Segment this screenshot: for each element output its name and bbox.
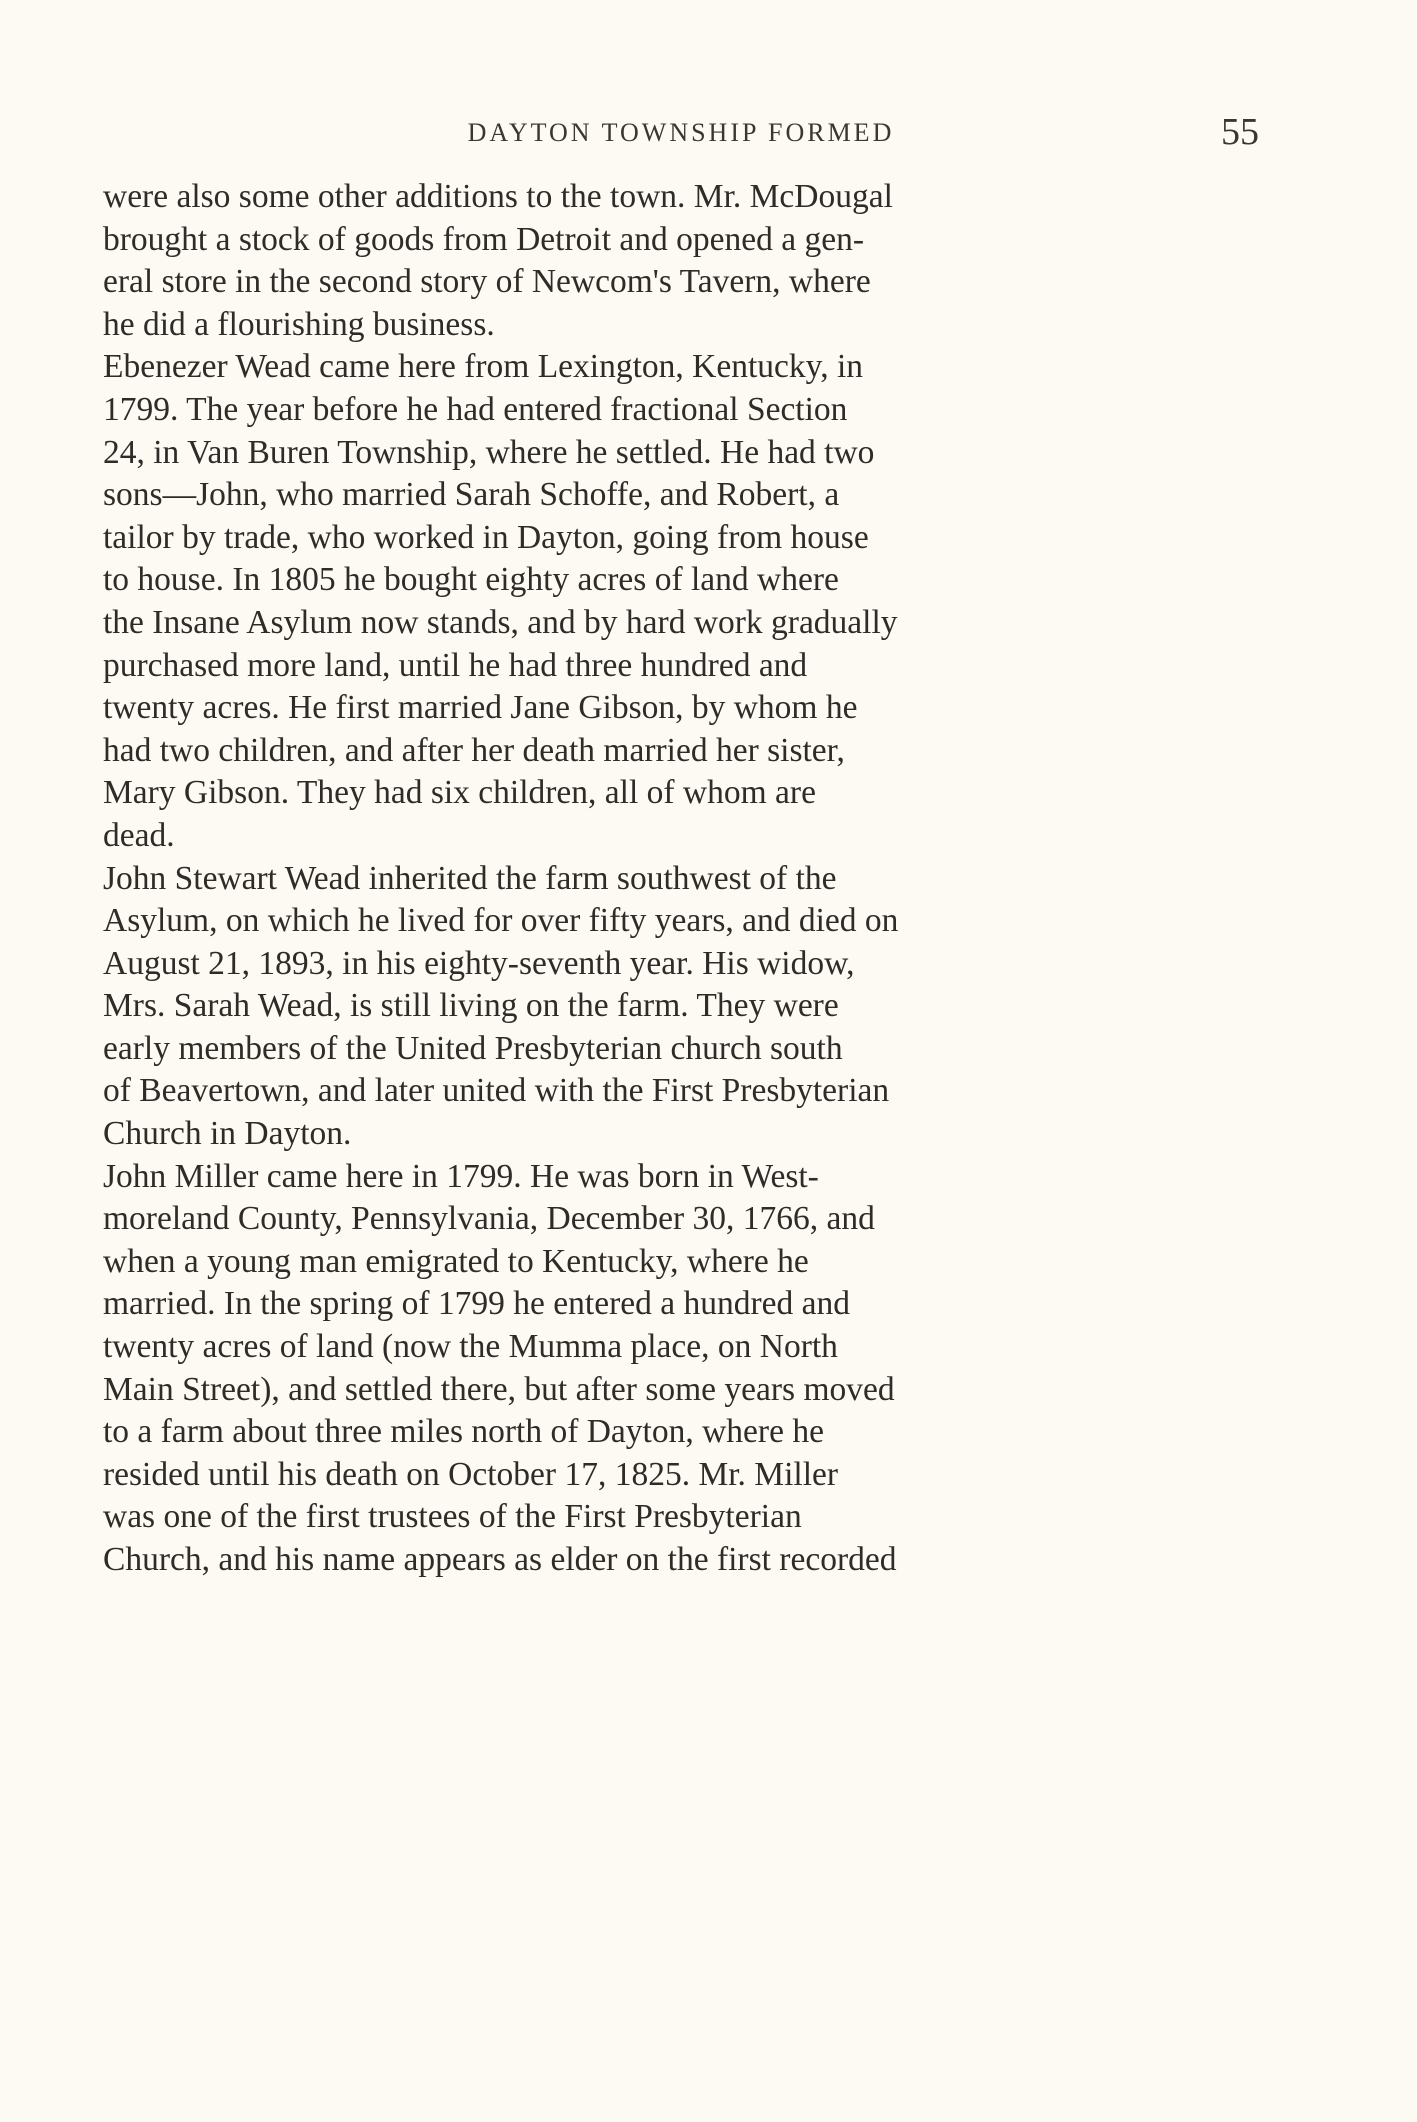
page-header xyxy=(103,110,1259,156)
text-line: the Insane Asylum now stands, and by hard work gradually xyxy=(103,603,898,641)
text-line: purchased more land, until he had three hundred and xyxy=(103,646,808,684)
text-line: to a farm about three miles north of Dayton, where he xyxy=(103,1413,824,1451)
text-line: 1799. The year before he had entered fractional Section xyxy=(103,390,848,428)
text-line: brought a stock of goods from Detroit and opened a gen- xyxy=(103,220,864,258)
text-line: Mrs. Sarah Wead, is still living on the farm. They were xyxy=(103,987,839,1025)
text-line: to house. In 1805 he bought eighty acres of land where xyxy=(103,561,839,599)
text-line: when a young man emigrated to Kentucky, where he xyxy=(103,1242,809,1280)
text-line: John Miller came here in 1799. He was born in West- xyxy=(103,1157,819,1195)
text-line: dead. xyxy=(103,816,175,854)
page-number: 55 xyxy=(1221,111,1259,153)
text-line: resided until his death on October 17, 1825. Mr. Miller xyxy=(103,1455,839,1493)
text-line: married. In the spring of 1799 he entered a hundred and xyxy=(103,1285,850,1323)
text-line: were also some other additions to the town. Mr. McDougal xyxy=(103,178,893,215)
text-line: moreland County, Pennsylvania, December 30, 1766, and xyxy=(103,1200,875,1238)
text-line: Church, and his name appears as elder on the first recorded xyxy=(103,1541,897,1578)
text-line: Asylum, on which he lived for over fifty years, and died on xyxy=(103,902,899,940)
text-line: Main Street), and settled there, but after some years moved xyxy=(103,1370,895,1408)
text-line: he did a flourishing business. xyxy=(103,305,495,343)
text-line: early members of the United Presbyterian church south xyxy=(103,1029,843,1067)
text-line: sons—John, who married Sarah Schoffe, and Robert, a xyxy=(103,476,840,514)
body-text xyxy=(103,176,1259,1582)
text-line: twenty acres of land (now the Mumma place, on North xyxy=(103,1328,838,1366)
text-line: August 21, 1893, in his eighty-seventh year. His widow, xyxy=(103,944,855,982)
text-line: was one of the first trustees of the First Presbyterian xyxy=(103,1498,802,1536)
text-line: Church in Dayton. xyxy=(103,1115,352,1153)
text-line: tailor by trade, who worked in Dayton, going from house xyxy=(103,518,869,556)
text-line: Mary Gibson. They had six children, all of whom are xyxy=(103,774,816,812)
text-line: John Stewart Wead inherited the farm southwest of the xyxy=(103,859,837,897)
text-line: had two children, and after her death married her sister, xyxy=(103,731,845,769)
text-line: of Beavertown, and later united with the First Presbyterian xyxy=(103,1072,890,1110)
text-line: Ebenezer Wead came here from Lexington, Kentucky, in xyxy=(103,348,864,386)
text-line: eral store in the second story of Newcom's Tavern, where xyxy=(103,263,871,301)
running-head: DAYTON TOWNSHIP FORMED xyxy=(467,118,895,147)
text-line: twenty acres. He first married Jane Gibson, by whom he xyxy=(103,689,858,727)
text-line: 24, in Van Buren Township, where he settled. He had two xyxy=(103,433,875,471)
